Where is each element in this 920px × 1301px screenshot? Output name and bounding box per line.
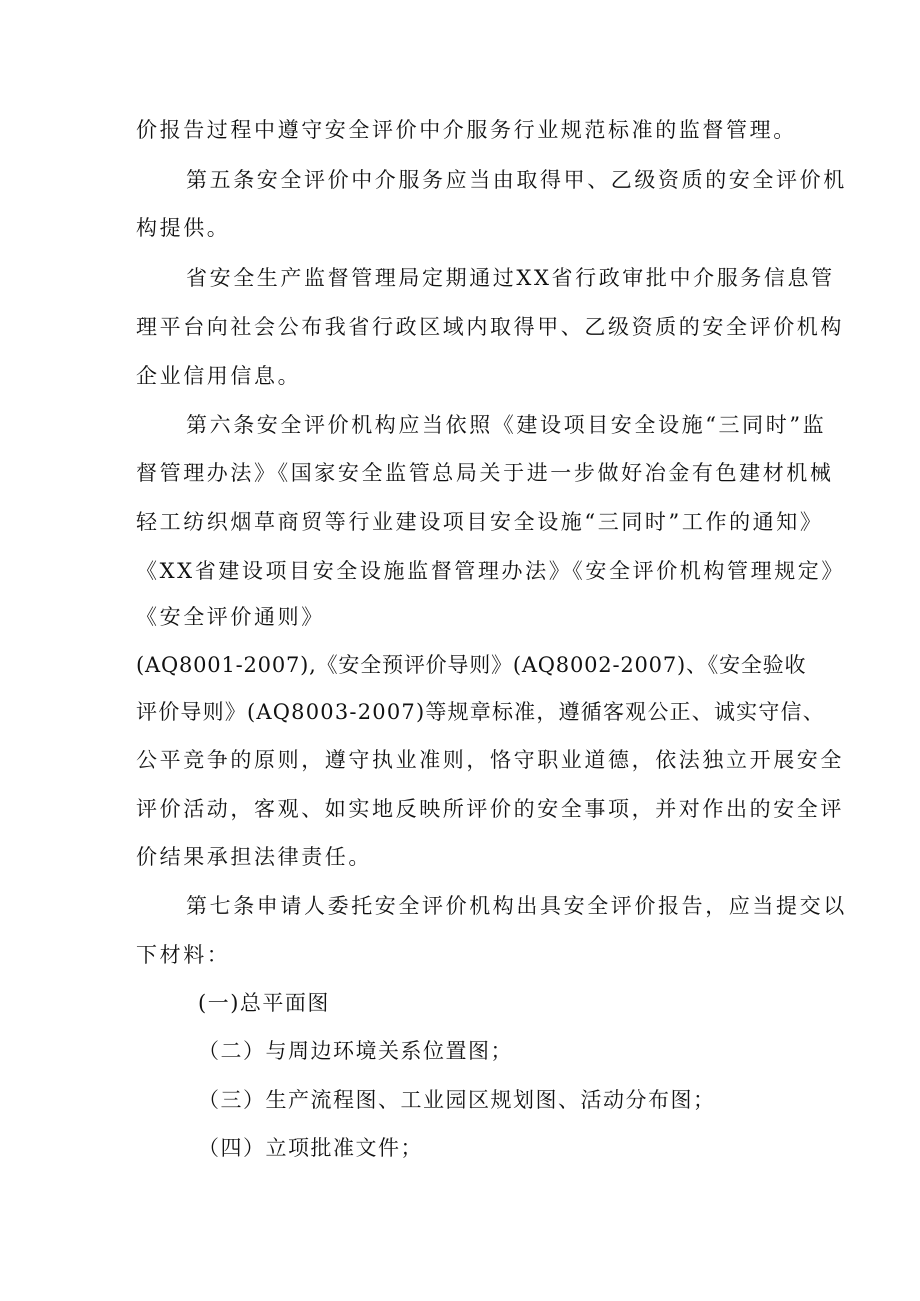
paragraph-line: 下材料：: [136, 943, 231, 967]
paragraph-line: 构提供。: [136, 216, 231, 240]
list-item: (一)总平面图: [198, 991, 330, 1015]
paragraph-line: 督管理办法》《国家安全监管总局关于进一步做好冶金有色建材机械: [136, 461, 834, 485]
article-7-line: 第七条申请人委托安全评价机构出具安全评价报告，应当提交以: [186, 894, 847, 918]
paragraph-line: 理平台向社会公布我省行政区域内取得甲、乙级资质的安全评价机构: [136, 315, 844, 339]
article-5-line: 第五条安全评价中介服务应当由取得甲、乙级资质的安全评价机: [186, 168, 847, 192]
paragraph-line: 价报告过程中遵守安全评价中介服务行业规范标准的监督管理。: [136, 118, 797, 142]
paragraph-line: 轻工纺织烟草商贸等行业建设项目安全设施“三同时”工作的通知》: [136, 510, 824, 534]
paragraph-line: 评价导则》(AQ8003-2007)等规章标准，遵循客观公正、诚实守信、: [136, 700, 825, 724]
list-item: （三）生产流程图、工业园区规划图、活动分布图；: [198, 1088, 716, 1112]
paragraph-line: 《安全评价通则》: [136, 605, 325, 629]
paragraph-line: 评价活动，客观、如实地反映所评价的安全事项，并对作出的安全评: [136, 797, 844, 821]
paragraph-line: 公平竞争的原则，遵守执业准则，恪守职业道德，依法独立开展安全: [136, 748, 844, 772]
paragraph-line: 省安全生产监督管理局定期通过XX省行政审批中介服务信息管: [186, 266, 835, 290]
list-item: （四）立项批准文件；: [198, 1136, 423, 1160]
article-6-line: 第六条安全评价机构应当依照《建设项目安全设施“三同时”监: [186, 413, 827, 437]
list-item: （二）与周边环境关系位置图；: [198, 1039, 513, 1063]
paragraph-line: 企业信用信息。: [136, 364, 302, 388]
paragraph-line: (AQ8001-2007),《安全预评价导则》(AQ8002-2007)、《安全验收: [136, 653, 807, 677]
paragraph-line: 价结果承担法律责任。: [136, 845, 372, 869]
paragraph-line: 《XX省建设项目安全设施监督管理办法》《安全评价机构管理规定》: [136, 559, 845, 583]
